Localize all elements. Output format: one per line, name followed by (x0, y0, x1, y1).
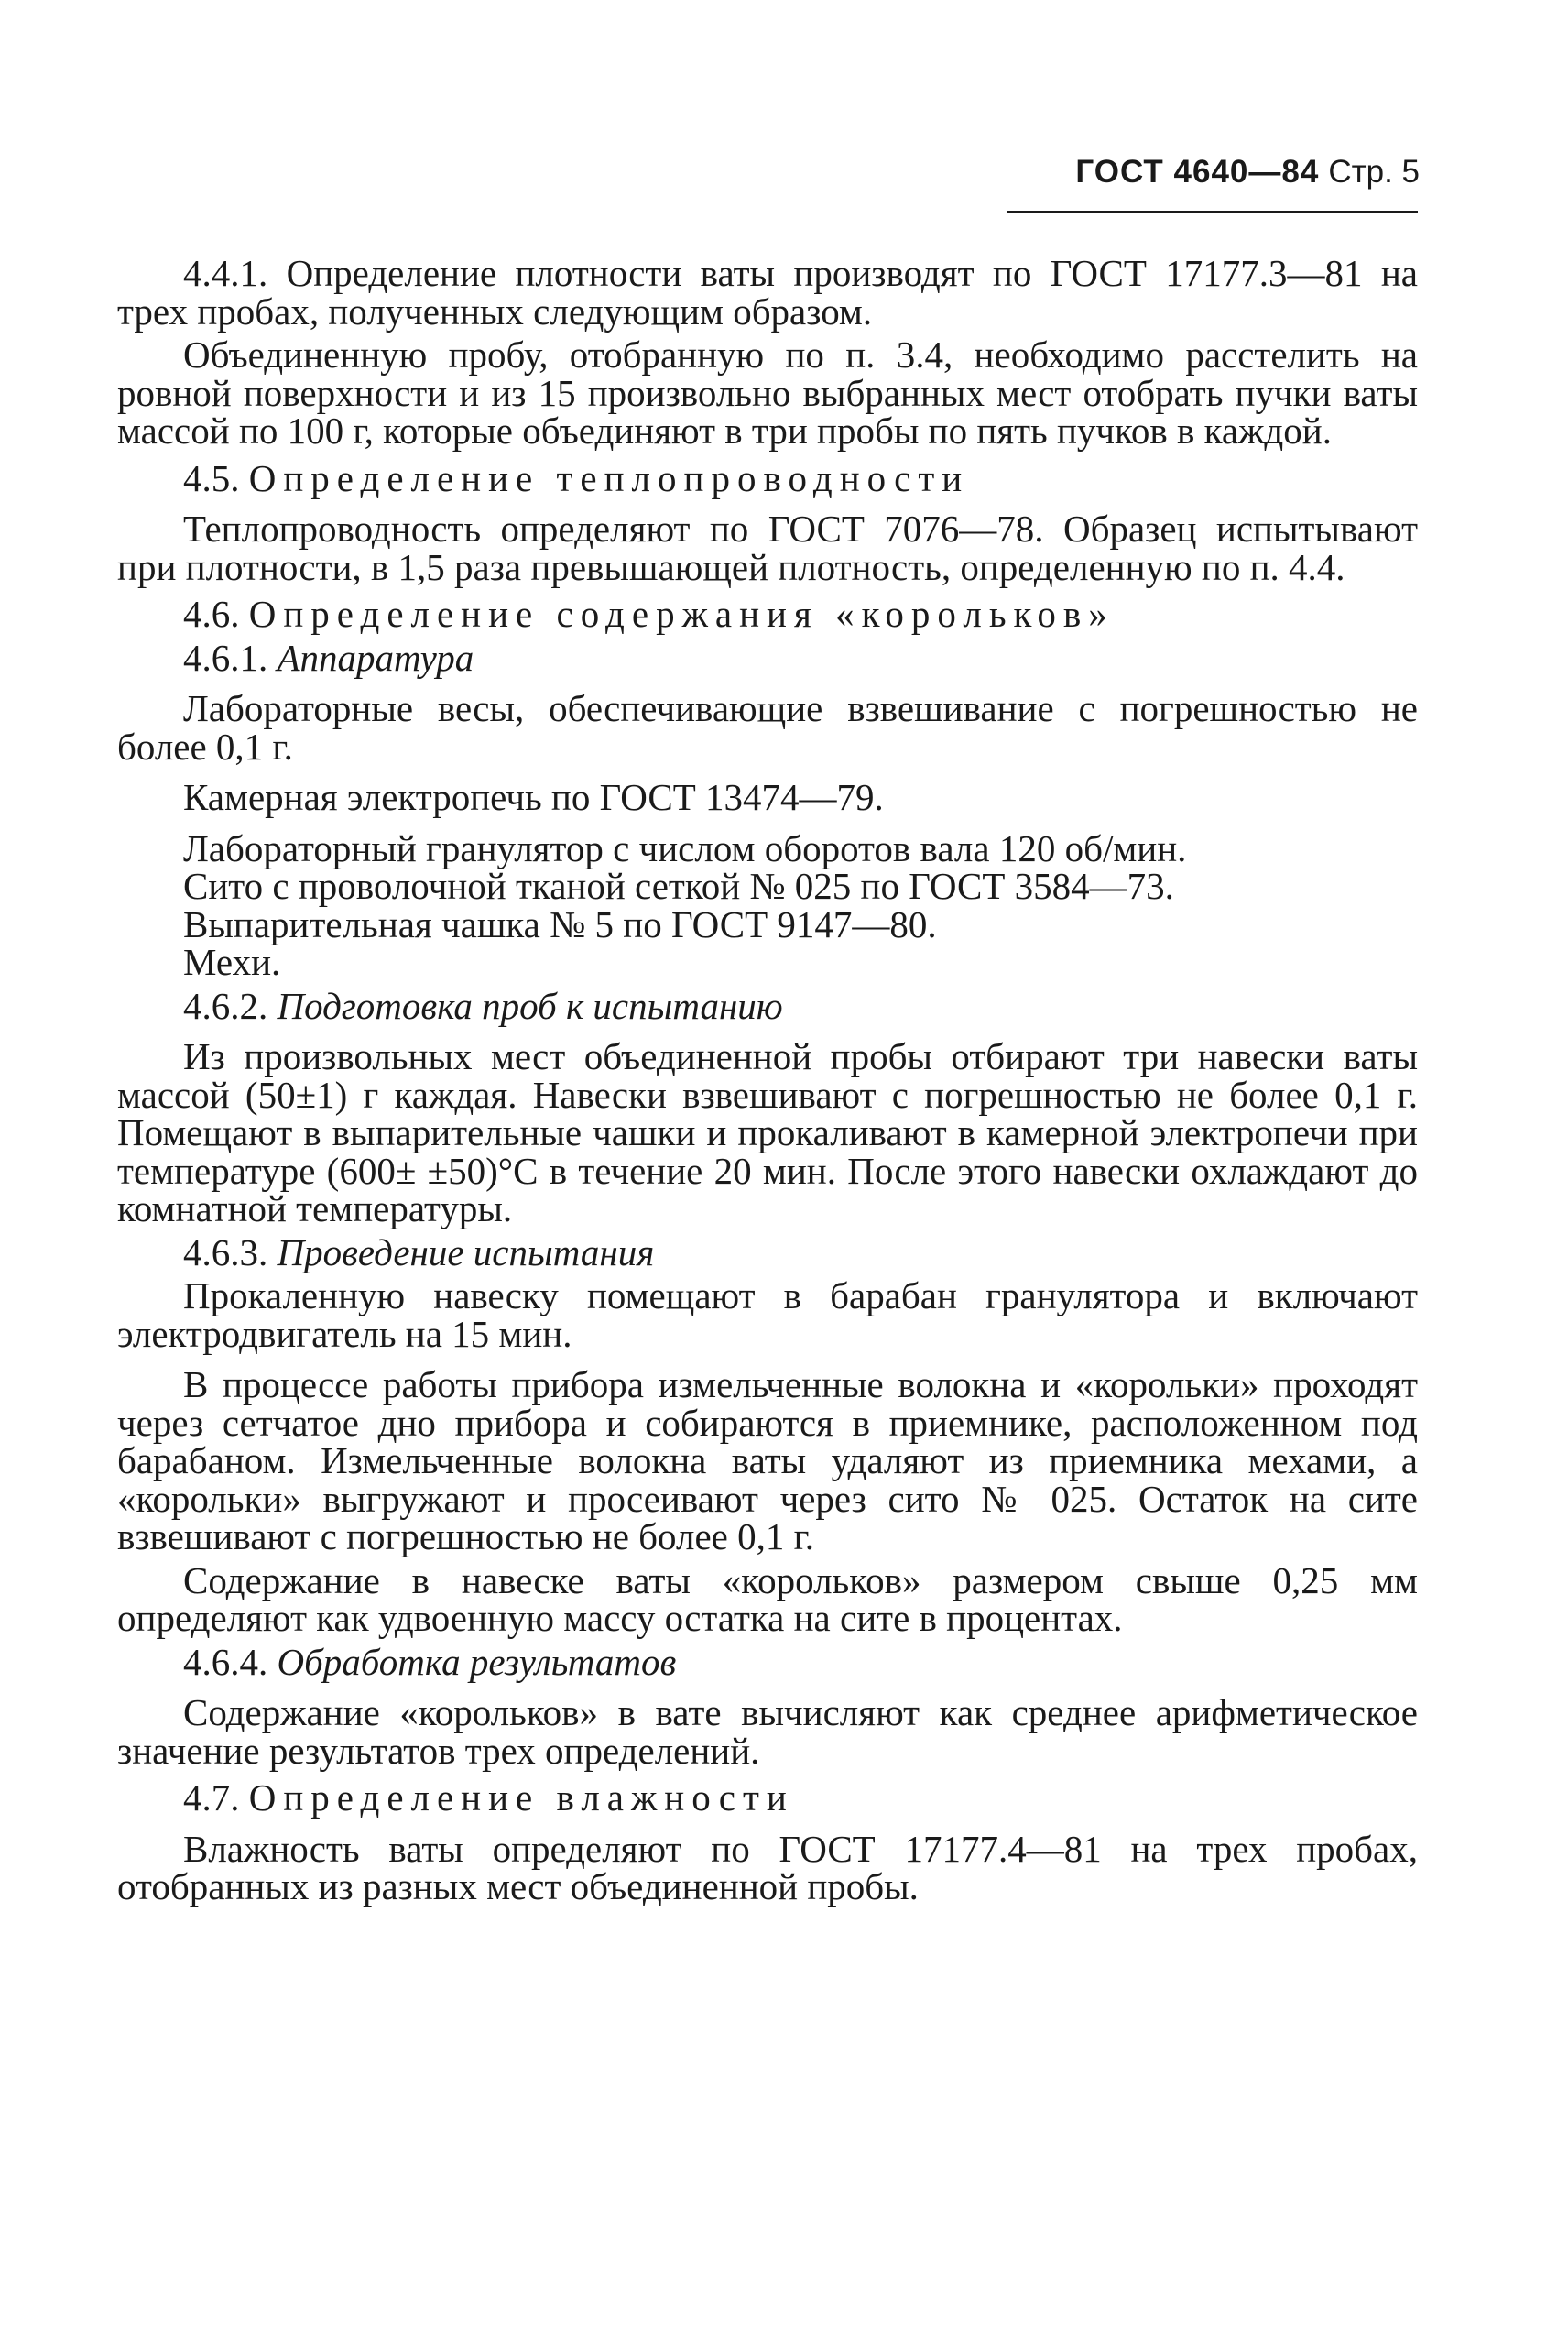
equipment-sieve: Сито с проволочной тканой сеткой № 025 по ГОСТ 3584—73. (183, 865, 1174, 907)
heading-4-6-1 (117, 636, 1418, 679)
standard-number: ГОСТ 4640—84 (1075, 154, 1320, 190)
heading-4-6-2 (117, 984, 1418, 1027)
heading-4-5 (117, 456, 1418, 499)
heading-text: Определение влажности (248, 1776, 794, 1819)
equipment-granulator: Лабораторный гранулятор с числом оборотов вала 120 об/мин. (183, 826, 1187, 869)
page-header (1017, 154, 1420, 191)
heading-4-6 (117, 595, 1418, 634)
heading-4-6-3 (117, 1230, 1418, 1273)
heading-4-6-4 (117, 1640, 1418, 1683)
equipment-furnace: Камерная электропечь по ГОСТ 13474—79. (183, 776, 884, 818)
document-body (117, 252, 1418, 1907)
heading-text: Определение содержания «корольков» (248, 593, 1115, 635)
equipment-cup: Выпарительная чашка № 5 по ГОСТ 9147—80. (183, 902, 937, 945)
header-rule (1007, 211, 1418, 213)
heading-text: Обработка результатов (277, 1640, 677, 1683)
paragraph-4-4-1-sampling: Объединенную пробу, отобранную по п. 3.4, необходимо расстелить на ровной поверхности и из 15 произвольно выбранных мест отобрать пучки ваты массой по 100 г, которые объединяют в три пробы по пять пучков в каждой. (117, 333, 1418, 452)
paragraph-4-7: Влажность ваты определяют по ГОСТ 17177.4—81 на трех пробах, отобранных из разных мест объединенной пробы. (117, 1827, 1418, 1907)
heading-number: 4.6.1. (183, 636, 268, 679)
paragraph-4-6-3-b: В процессе работы прибора измельченные волокна и «корольки» проходят через сетчатое дно прибора и собираются в приемнике, расположенном под барабаном. Измельченные волокна ваты удаляют из приемника мехами, а «корольки» выгружают и просеивают через сито № 025. Остаток на сите взвешивают с погрешностью не более 0,1 г. (117, 1363, 1418, 1557)
equipment-scales: Лабораторные весы, обеспечивающие взвешивание с погрешностью не более 0,1 г. (117, 687, 1418, 768)
heading-text: Проведение испытания (277, 1230, 655, 1273)
equipment-bellows: Мехи. (183, 941, 281, 983)
heading-text: Подготовка проб к испытанию (277, 984, 783, 1027)
paragraph-4-6-2: Из произвольных мест объединенной пробы отбирают три навески ваты массой (50±1) г каждая. Навески взвешивают с погрешностью не более 0,1 г. Помещают в выпарительные чашки и прокаливают в камерной электропечи при температуре (600± ±50)°С в течение 20 мин. После этого навески охлаждают до комнатной температуры. (117, 1035, 1418, 1229)
heading-4-7 (117, 1776, 1418, 1819)
paragraph-4-4-1: 4.4.1. Определение плотности ваты производят по ГОСТ 17177.3—81 на трех пробах, полученных следующим образом. (117, 252, 1418, 333)
heading-number: 4.6.3. (183, 1230, 268, 1273)
heading-number: 4.5. (183, 456, 240, 499)
paragraph-4-5: Теплопроводность определяют по ГОСТ 7076—78. Образец испытывают при плотности, в 1,5 раза превышающей плотность, определенную по п. 4.4. (117, 508, 1418, 588)
paragraph-4-6-3-c: Содержание в навеске ваты «корольков» размером свыше 0,25 мм определяют как удвоенную массу остатка на сите в процентах. (117, 1558, 1418, 1639)
page-number: Стр. 5 (1328, 154, 1420, 190)
heading-text: Определение теплопроводности (248, 456, 970, 499)
heading-text: Аппаратура (277, 636, 474, 679)
heading-number: 4.6. (183, 593, 240, 635)
heading-number: 4.7. (183, 1776, 240, 1819)
paragraph-4-6-3-a: Прокаленную навеску помещают в барабан гранулятора и включают электродвигатель на 15 мин. (117, 1274, 1418, 1355)
heading-number: 4.6.4. (183, 1640, 268, 1683)
heading-number: 4.6.2. (183, 984, 268, 1027)
paragraph-4-6-4: Содержание «корольков» в вате вычисляют как среднее арифметическое значение результатов трех определений. (117, 1691, 1418, 1772)
